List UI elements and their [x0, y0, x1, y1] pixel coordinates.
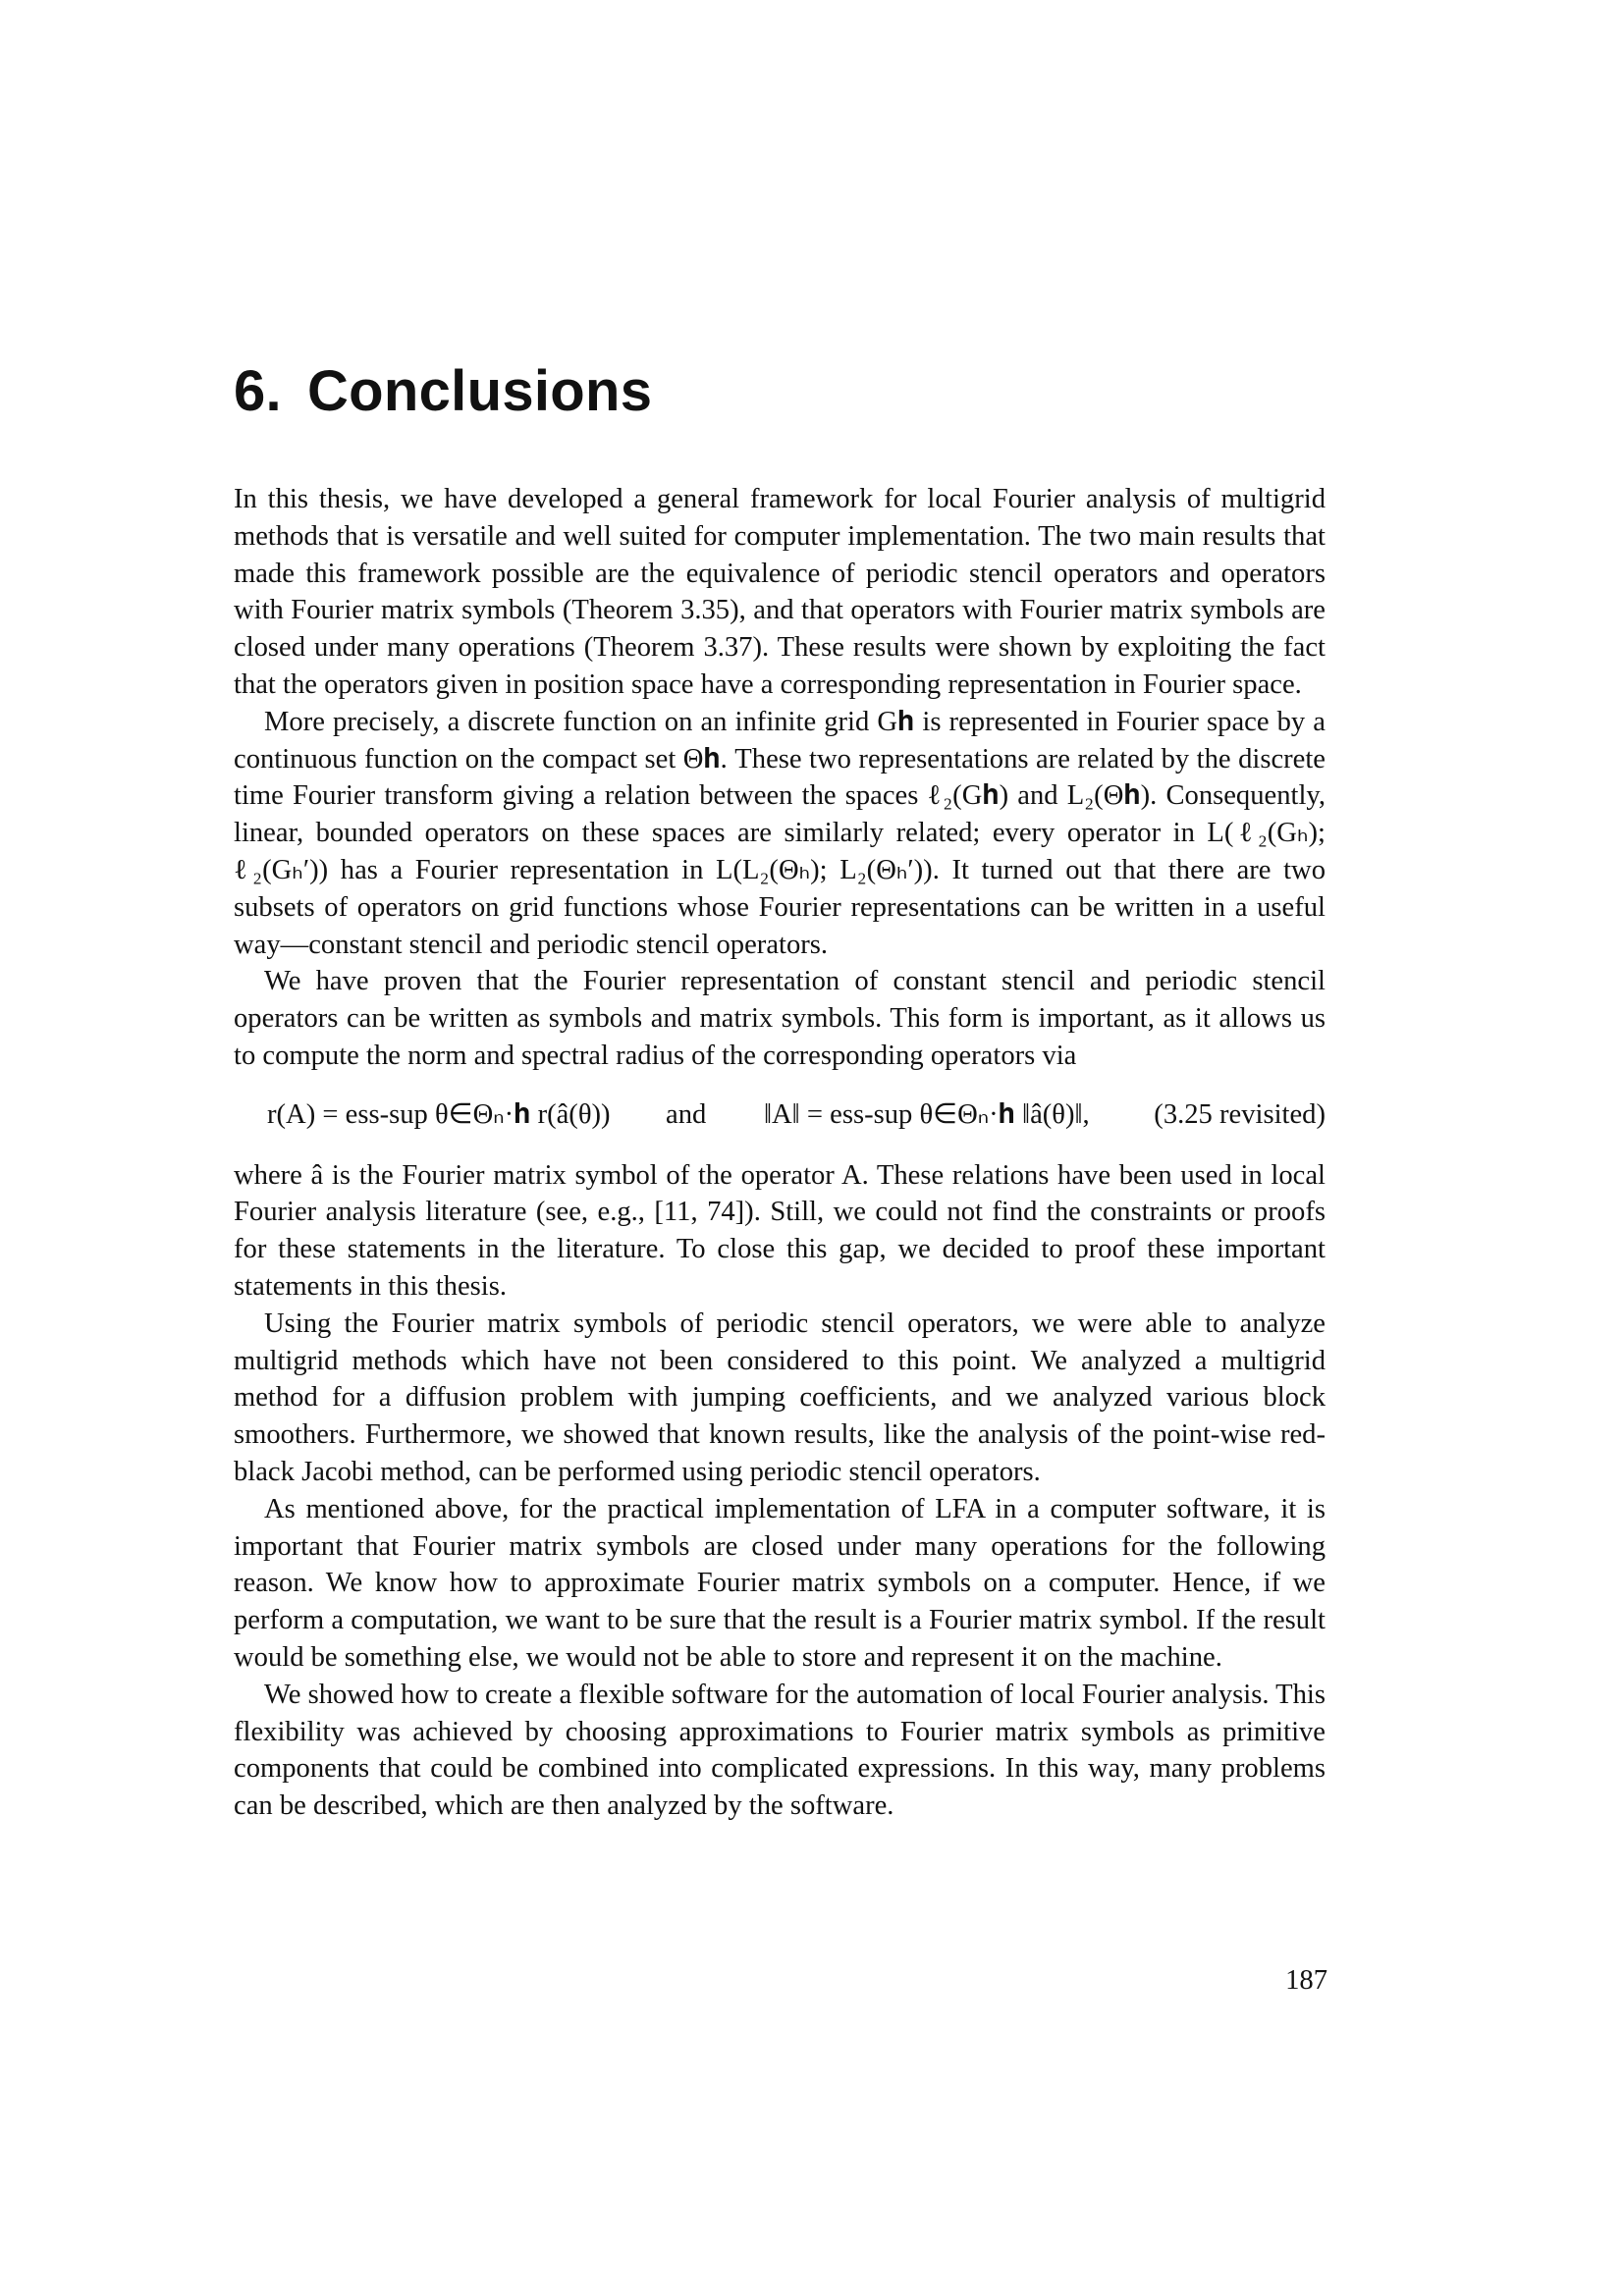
paragraph-implementation: As mentioned above, for the practical implementation of LFA in a computer software, it is important that Fourier matrix symbols are closed under many operations for the following reason. We know how to approximate Fourier matrix symbols on a computer. Hence, if we perform a computation, we want to be sure that the result is a Fourier matrix symbol. If the result would be something else, we would not be able to store and represent it on the machine. [234, 1493, 1326, 1673]
chapter-title: Conclusions [306, 359, 653, 423]
chapter-number: 6. [234, 359, 282, 423]
page-number: 187 [1285, 1965, 1327, 1996]
equation-right: ‖A‖ = ess-sup θ∈Θₙ·𝐡 ‖â(θ)‖, [764, 1098, 1090, 1130]
chapter-heading [234, 358, 652, 424]
equation-tag: (3.25 revisited) [1154, 1098, 1326, 1130]
paragraph-fourier-representation: More precisely, a discrete function on an infinite grid G𝐡 is represented in Fourier space by a continuous function on the compact set Θ𝐡. These two representations are related by the discrete time Fourier transform giving a relation between the spaces ℓ₂(G𝐡) and L₂(Θ𝐡). Consequently, linear, bounded operators on these spaces are similarly related; every operator in L(ℓ₂(Gₕ); ℓ₂(Gₕ′)) has a Fourier representation in L(L₂(Θₕ); L₂(Θₕ′)). It turned out that there are two subsets of operators on grid functions whose Fourier representations can be written in a useful way—constant stencil and periodic stencil operators. [234, 706, 1326, 960]
chapter-body [234, 481, 1326, 1825]
paragraph-analysis: Using the Fourier matrix symbols of periodic stencil operators, we were able to analyze multigrid methods which have not been considered to this point. We analyzed a multigrid method for a diffusion problem with jumping coefficients, and we analyzed various block smoothers. Furthermore, we showed that known results, like the analysis of the point-wise red-black Jacobi method, can be performed using periodic stencil operators. [234, 1308, 1326, 1487]
display-equation [234, 1096, 1326, 1134]
paragraph-matrix-symbols: We have proven that the Fourier representation of constant stencil and periodic stencil operators can be written as symbols and matrix symbols. This form is important, as it allows us to compute the norm and spectral radius of the corresponding operators via [234, 966, 1326, 1071]
equation-left: r(A) = ess-sup θ∈Θₙ·𝐡 r(â(θ)) [267, 1098, 611, 1130]
paragraph-software: We showed how to create a flexible software for the automation of local Fourier analysis. This flexibility was achieved by choosing approximations to Fourier matrix symbols as primitive components that could be combined into complicated expressions. In this way, many problems can be described, which are then analyzed by the software. [234, 1679, 1326, 1822]
paragraph-literature: where â is the Fourier matrix symbol of the operator A. These relations have been used in local Fourier analysis literature (see, e.g., [11, 74]). Still, we could not find the constraints or proofs for these statements in the literature. To close this gap, we decided to proof these important statements in this thesis. [234, 1159, 1326, 1302]
paragraph-intro: In this thesis, we have developed a general framework for local Fourier analysis of multigrid methods that is versatile and well suited for computer implementation. The two main results that made this framework possible are the equivalence of periodic stencil operators and operators with Fourier matrix symbols (Theorem 3.35), and that operators with Fourier matrix symbols are closed under many operations (Theorem 3.37). These results were shown by exploiting the fact that the operators given in position space have a corresponding representation in Fourier space. [234, 484, 1326, 700]
equation-connector: and [666, 1098, 707, 1130]
